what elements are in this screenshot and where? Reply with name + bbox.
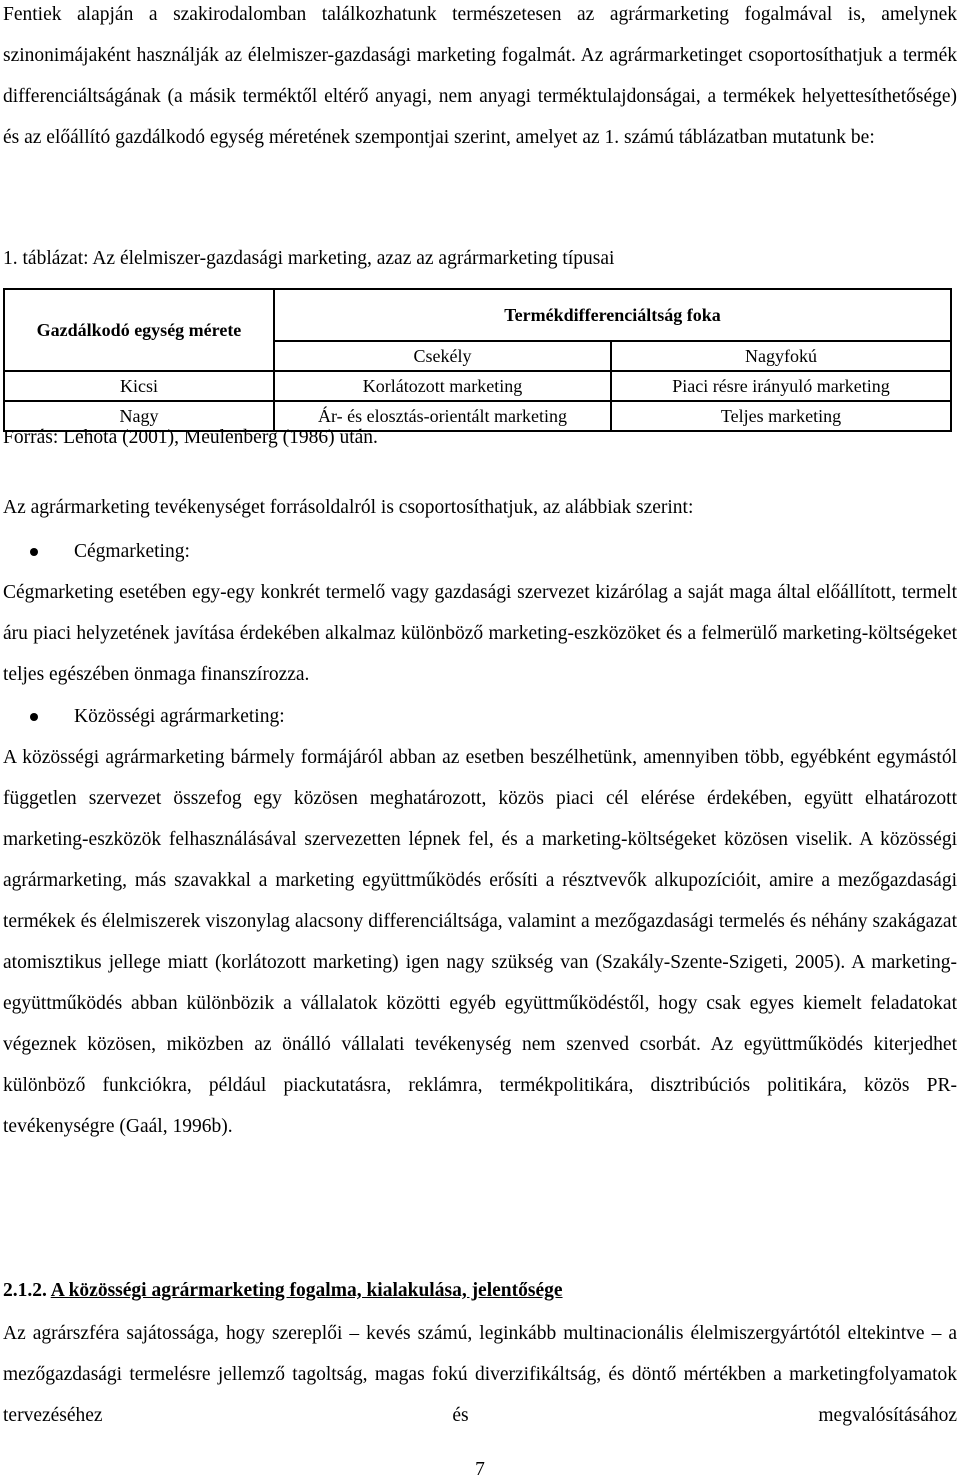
marketing-types-table xyxy=(3,288,952,432)
bullet-company-marketing: Cégmarketing: xyxy=(74,541,190,562)
table-col-header-low: Csekély xyxy=(274,341,611,371)
bullet-icon xyxy=(30,548,38,556)
table-cell: Teljes marketing xyxy=(611,401,951,431)
page-number: 7 xyxy=(475,1459,485,1480)
table-row-label: Nagy xyxy=(4,401,274,431)
bullet-community-marketing: Közösségi agrármarketing: xyxy=(74,706,285,727)
table-cell: Korlátozott marketing xyxy=(274,371,611,401)
table-cell: Ár- és elosztás-orientált marketing xyxy=(274,401,611,431)
table-col-group-header xyxy=(274,289,951,341)
table-col-header-high: Nagyfokú xyxy=(611,341,951,371)
closing-paragraph: Az agrárszféra sajátossága, hogy szereplői – kevés számú, leginkább multinacionális élelmiszergyártótól eltekintve – a mezőgazdasági termelésre jellemző tagoltság, magas fokú diverzifikáltság, és döntő mértékben a marketingfolyamatok tervezéséhez és megvalósításához xyxy=(3,1323,957,1426)
table-cell: Piaci résre irányuló marketing xyxy=(611,371,951,401)
table-row-header xyxy=(4,289,274,371)
table-row-label: Kicsi xyxy=(4,371,274,401)
section-number: 2.1.2. xyxy=(3,1280,47,1301)
section-lead: Az agrármarketing tevékenységet forrásoldalról is csoportosíthatjuk, az alábbiak szerint: xyxy=(3,497,694,518)
intro-paragraph: Fentiek alapján a szakirodalomban találkozhatunk természetesen az agrármarketing fogalmával is, amelynek szinonimájaként használják az élelmiszer-gazdasági marketing fogalmát. Az agrármarketinget csoportosíthatjuk a termék differenciáltságának (a másik terméktől eltérő anyagi, nem anyagi terméktulajdonságai, a termékek helyettesíthetősége) és az előállító gazdálkodó egység méretének szempontjai szerint, amelyet az 1. számú táblázatban mutatunk be: xyxy=(3,4,957,148)
table-row xyxy=(4,371,951,401)
table-caption: 1. táblázat: Az élelmiszer-gazdasági marketing, azaz az agrármarketing típusai xyxy=(3,248,615,269)
table-source: Forrás: Lehota (2001), Meulenberg (1986) után. xyxy=(3,427,378,448)
section-title: A közösségi agrármarketing fogalma, kialakulása, jelentősége xyxy=(50,1280,563,1301)
row-header-label: Gazdálkodó egység mérete xyxy=(36,320,242,340)
col-group-header-label: Termékdifferenciáltság foka xyxy=(504,305,721,325)
company-marketing-paragraph: Cégmarketing esetében egy-egy konkrét termelő vagy gazdasági szervezet kizárólag a saját maga által előállított, termelt áru piaci helyzetének javítása érdekében alkalmaz különböző marketing-eszközöket és a felmerülő marketing-költségeket teljes egészében önmaga finanszírozza. xyxy=(3,582,957,685)
community-marketing-paragraph: A közösségi agrármarketing bármely formájáról abban az esetben beszélhetünk, amennyiben több, egyébként egymástól független szervezet összefog egy közösen meghatározott, közös piaci cél elérése érdekében, együtt elhatározott marketing-eszközök felhasználásával szervezetten lépnek fel, és a marketing-költségeket közösen viselik. A közösségi agrármarketing, más szavakkal a marketing együttműködés erősíti a résztvevők alkupozícióit, amire a mezőgazdasági termékek és élelmiszerek viszonylag alacsony differenciáltsága, valamint a mezőgazdasági termelés és néhány szakágazat atomisztikus jellege miatt (korlátozott marketing) igen nagy szükség van (Szakály-Szente-Szigeti, 2005). A marketing-együttműködés abban különbözik a vállalatok közötti egyéb együttműködéstől, hogy csak egyes kiemelt feladatokat végeznek közösen, miközben az önálló vállalati tevékenység nem szenved csorbát. Az együttműködés kiterjedhet különböző funkciókra, például piackutatásra, reklámra, termékpolitikára, disztribúciós politikára, közös PR-tevékenységre (Gaál, 1996b). xyxy=(3,747,957,1137)
bullet-icon xyxy=(30,713,38,721)
section-heading xyxy=(3,1277,563,1305)
